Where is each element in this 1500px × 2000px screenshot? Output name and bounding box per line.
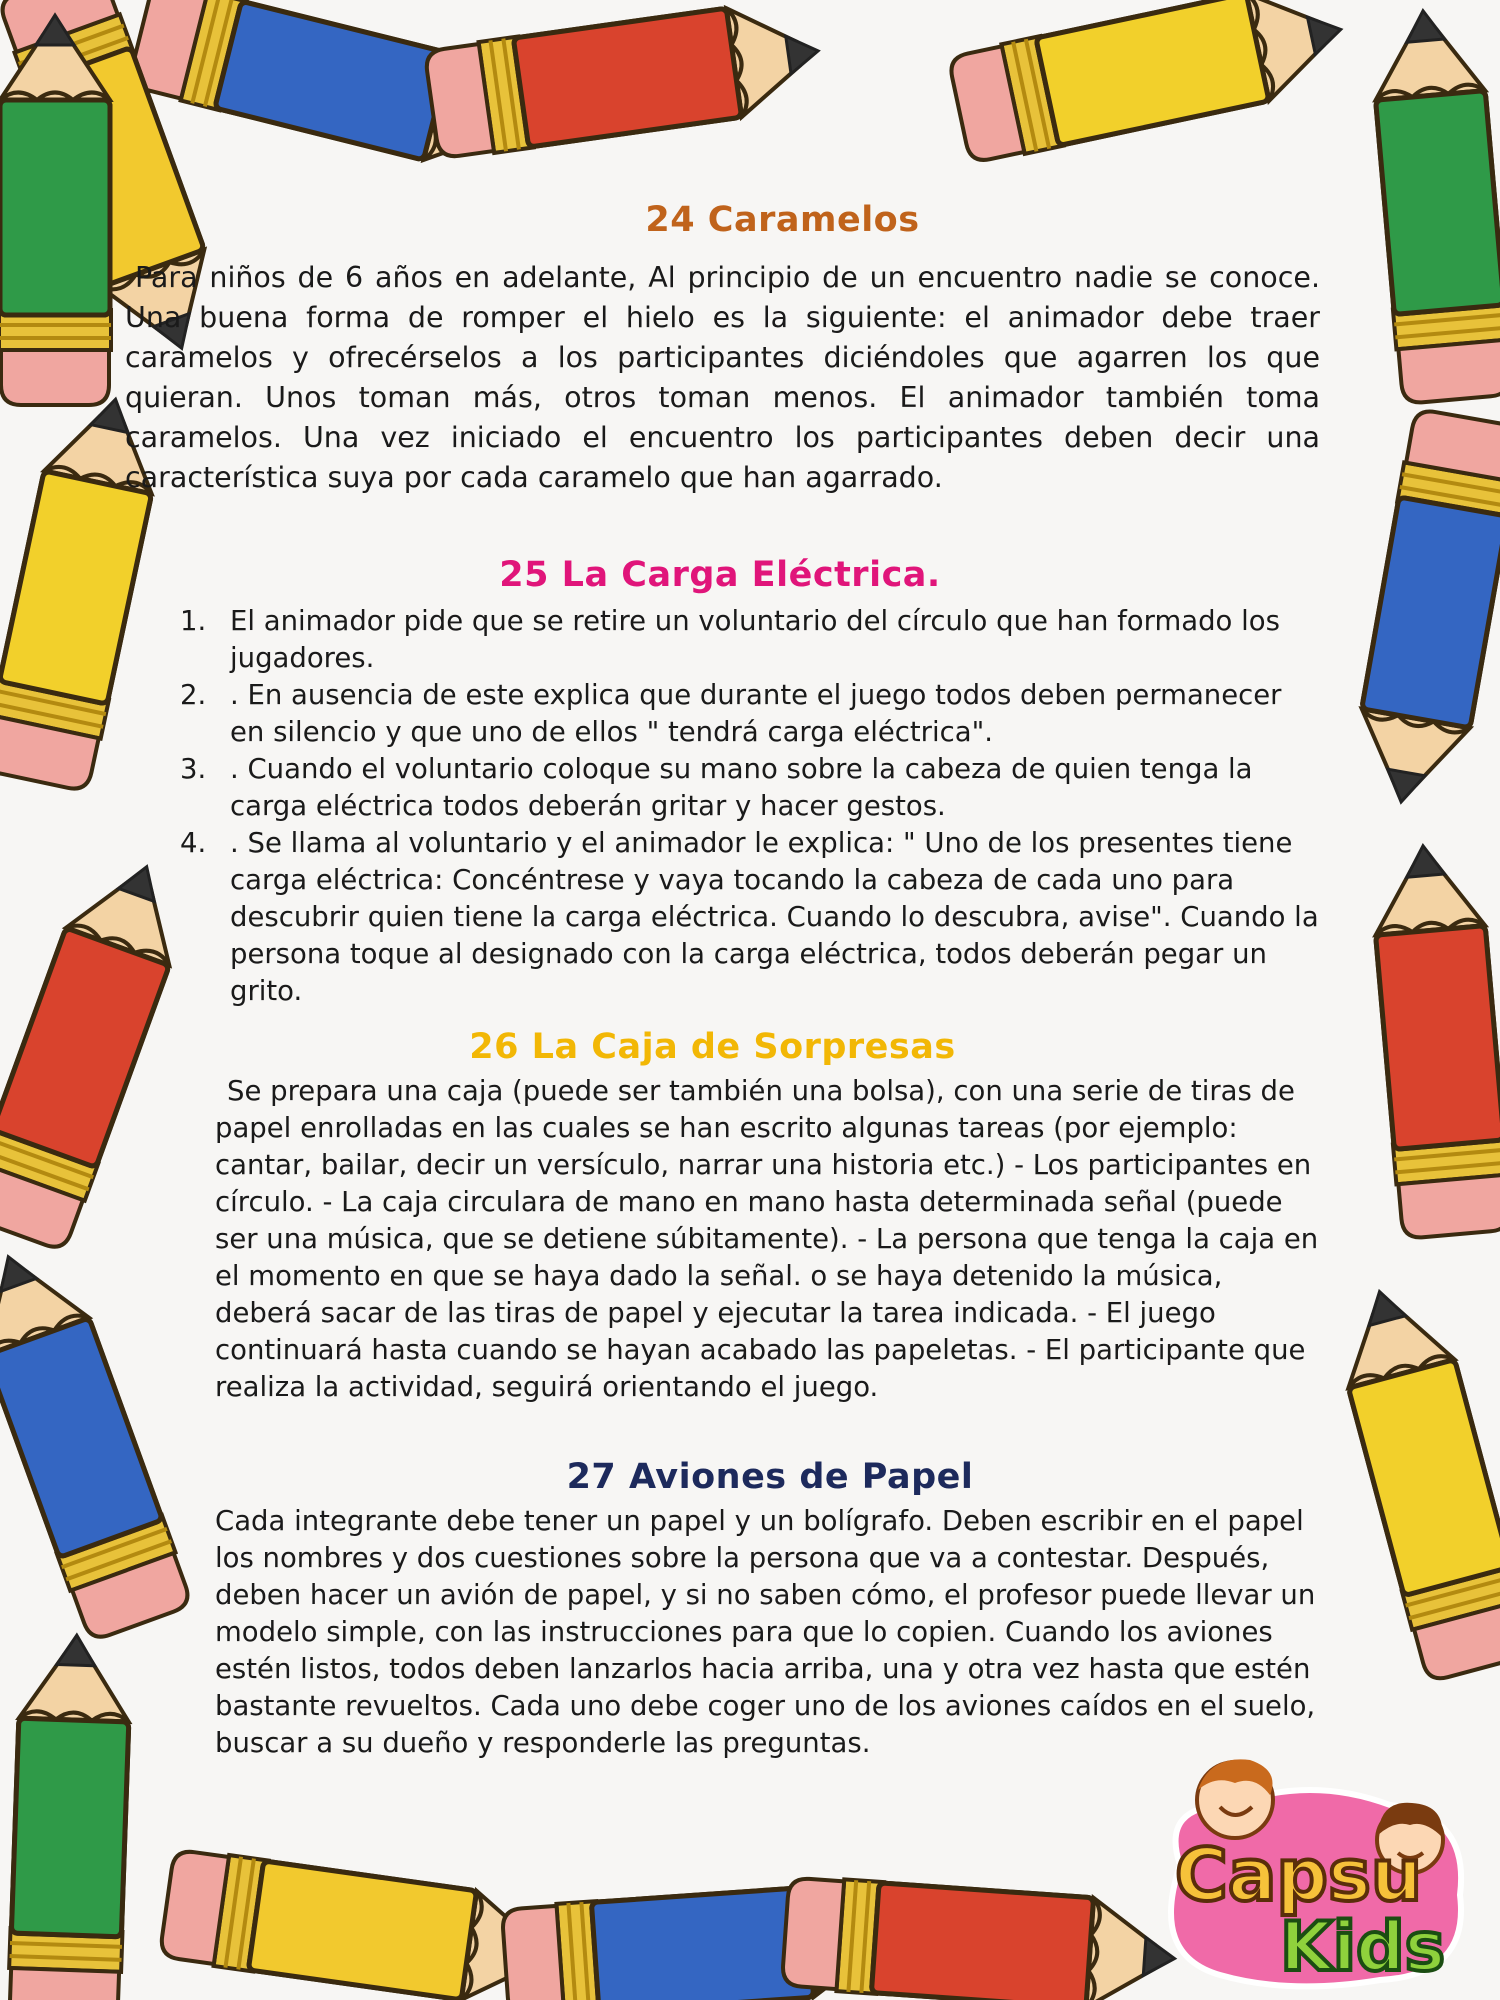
capsu-kids-logo bbox=[1140, 1745, 1480, 1995]
svg-text:Kids: Kids bbox=[1280, 1908, 1446, 1987]
section-caja-sorpresas bbox=[215, 1027, 1320, 1406]
svg-text:Capsu: Capsu bbox=[1175, 1833, 1423, 1917]
section-text: Cada integrante debe tener un papel y un bolígrafo. Deben escribir en el papel los nombres y dos cuestiones sobre la persona que va a contestar. Después, deben hacer un avión de papel, y si no saben cómo, el profesor puede llevar un modelo simple, con las instrucciones para que lo copien. Cuando los aviones estén listos, todos deben lanzarlos hacia arriba, una y otra vez hasta que estén bastante revueltos. Cada uno debe coger uno de los aviones caídos en el suelo, buscar a su dueño y responderle las preguntas. bbox=[215, 1505, 1316, 1759]
section-title: 26 La Caja de Sorpresas bbox=[469, 1027, 956, 1067]
list-item: 3. . Cuando el voluntario coloque su mano sobre la cabeza de quien tenga la carga eléctrica todos deberán gritar y hacer gestos. bbox=[180, 753, 1253, 822]
section-caramelos bbox=[125, 200, 1320, 498]
section-aviones-papel bbox=[215, 1457, 1325, 1762]
section-text: Para niños de 6 años en adelante, Al principio de un encuentro nadie se conoce. Una buena forma de romper el hielo es la siguiente: el animador debe traer caramelos y ofrecérselos a los participantes diciéndoles que agarren los que quieran. Unos toman más, otros toman menos. El animador también toma caramelos. Una vez iniciado el encuentro los participantes deben decir una característica suya por cada caramelo que han agarrado. bbox=[125, 261, 1320, 494]
list-item: 1. El animador pide que se retire un voluntario del círculo que han formado los jugadores. bbox=[180, 605, 1280, 674]
section-title: 27 Aviones de Papel bbox=[566, 1457, 974, 1497]
list-item: 2. . En ausencia de este explica que durante el juego todos deben permanecer en silencio y que uno de ellos " tendrá carga eléctrica". bbox=[180, 679, 1282, 748]
section-title: 24 Caramelos bbox=[645, 200, 920, 240]
section-text: Se prepara una caja (puede ser también una bolsa), con una serie de tiras de papel enrolladas en las cuales se han escrito algunas tareas (por ejemplo: cantar, bailar, decir un versículo, narrar una historia etc.) - Los participantes en círculo. - La caja circulara de mano en mano hasta determinada señal (puede ser una música, que se detiene súbitamente). - La persona que tenga la caja en el momento en que se haya dado la señal. o se haya detenido la música, deberá sacar de las tiras de papel y ejecutar la tarea indicada. - El juego continuará hasta cuando se hayan acabado las papeletas. - El participante que realiza la actividad, seguirá orientando el juego. bbox=[215, 1075, 1319, 1403]
section-carga-electrica bbox=[180, 555, 1320, 1010]
list-item: 4. . Se llama al voluntario y el animador le explica: " Uno de los presentes tiene carga eléctrica: Concéntrese y vaya tocando la cabeza de cada uno para descubrir quien tiene la carga eléctrica. Cuando lo descubra, avise". Cuando la persona toque al designado con la carga eléctrica, todos deberán pegar un grito. bbox=[180, 827, 1319, 1007]
steps-list bbox=[180, 603, 1320, 1010]
section-title: 25 La Carga Eléctrica. bbox=[499, 555, 941, 595]
